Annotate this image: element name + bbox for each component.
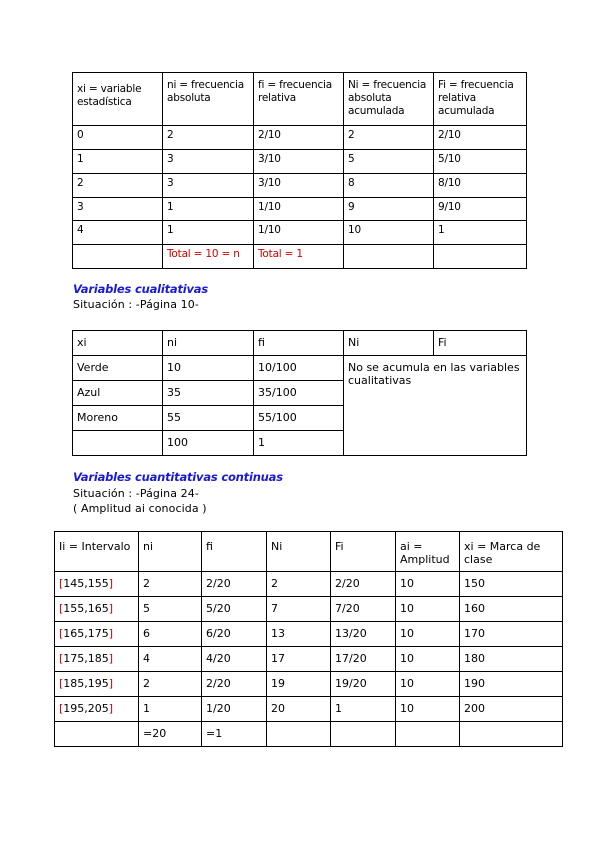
table-cell: 2 — [139, 572, 202, 597]
table-cell — [73, 245, 163, 269]
table-cell: 1/10 — [254, 198, 344, 221]
table-cell: 2/10 — [434, 126, 527, 150]
interval-cell — [55, 697, 139, 722]
table-row — [55, 572, 563, 597]
qualitative-table — [72, 330, 527, 456]
table-cell: 3 — [163, 150, 254, 174]
open-bracket: [ — [59, 577, 64, 590]
table-cell — [267, 722, 331, 747]
table-cell: 1/20 — [202, 697, 267, 722]
header-cell: fi = frecuencia relativa — [254, 73, 344, 126]
open-bracket: [ — [59, 602, 64, 615]
table-cell: 19/20 — [331, 672, 396, 697]
table-cell: 3/10 — [254, 150, 344, 174]
table-cell: 0 — [73, 126, 163, 150]
table-row — [73, 174, 527, 198]
table-cell: 9 — [344, 198, 434, 221]
table-cell: 13/20 — [331, 622, 396, 647]
table-cell: 7 — [267, 597, 331, 622]
table-cell: 13 — [267, 622, 331, 647]
interval-cell — [55, 572, 139, 597]
table-cell: 55 — [163, 406, 254, 431]
close-bracket: ] — [108, 577, 114, 590]
header-cell: Ii = Intervalo — [55, 532, 139, 572]
table-cell: 1 — [139, 697, 202, 722]
table-cell: 160 — [460, 597, 563, 622]
table-cell: 17 — [267, 647, 331, 672]
table-cell: 3/10 — [254, 174, 344, 198]
table-cell: 2/20 — [331, 572, 396, 597]
table-cell — [460, 722, 563, 747]
open-bracket: [ — [59, 652, 64, 665]
table-cell: 4 — [139, 647, 202, 672]
table-cell: 170 — [460, 622, 563, 647]
totals-row — [73, 245, 527, 269]
table-cell: 2 — [267, 572, 331, 597]
header-cell: Fi = frecuencia relativa acumulada — [434, 73, 527, 126]
table-cell — [55, 722, 139, 747]
close-bracket: ] — [108, 602, 114, 615]
table-cell: 1 — [434, 221, 527, 245]
header-cell: Ni — [267, 532, 331, 572]
table-cell: 2/20 — [202, 672, 267, 697]
header-cell: xi = Marca de clase — [460, 532, 563, 572]
table-cell: 1 — [73, 150, 163, 174]
table-cell: 1 — [254, 431, 344, 456]
situation-text: Situación : -Página 10- — [73, 298, 199, 311]
header-cell: fi — [202, 532, 267, 572]
table-cell: 6 — [139, 622, 202, 647]
interval-cell — [55, 622, 139, 647]
header-cell: xi = variable estadística — [73, 73, 163, 126]
open-bracket: [ — [59, 677, 64, 690]
table-cell: 4/20 — [202, 647, 267, 672]
table-cell: 10 — [396, 647, 460, 672]
table-header-row — [73, 331, 527, 356]
interval-value: 165,175 — [63, 627, 109, 640]
total-cell: Total = 1 — [254, 245, 344, 269]
table-header-row — [73, 73, 527, 126]
table-cell: 4 — [73, 221, 163, 245]
interval-cell — [55, 597, 139, 622]
interval-cell — [55, 672, 139, 697]
interval-cell — [55, 647, 139, 672]
table-row — [73, 150, 527, 174]
table-header-row — [55, 532, 563, 572]
table-row — [73, 356, 527, 381]
frequency-table — [72, 72, 527, 269]
table-cell: 55/100 — [254, 406, 344, 431]
table-cell: 35/100 — [254, 381, 344, 406]
total-cell: =1 — [202, 722, 267, 747]
interval-value: 155,165 — [63, 602, 109, 615]
table-row — [73, 126, 527, 150]
table-row — [55, 697, 563, 722]
header-cell: ni = frecuencia absoluta — [163, 73, 254, 126]
close-bracket: ] — [108, 652, 114, 665]
table-cell: 10 — [163, 356, 254, 381]
total-cell: =20 — [139, 722, 202, 747]
section-heading: Variables cualitativas — [73, 282, 209, 296]
table-cell: 200 — [460, 697, 563, 722]
table-cell: 19 — [267, 672, 331, 697]
table-row — [55, 672, 563, 697]
table-cell: 10 — [396, 572, 460, 597]
table-cell: Azul — [73, 381, 163, 406]
table-cell: 1 — [163, 198, 254, 221]
table-cell: 6/20 — [202, 622, 267, 647]
table-cell: 5/10 — [434, 150, 527, 174]
header-cell: Ni = frecuencia absoluta acumulada — [344, 73, 434, 126]
table-cell: 17/20 — [331, 647, 396, 672]
table-cell: 2/10 — [254, 126, 344, 150]
header-cell: Fi — [331, 532, 396, 572]
table-cell: 2 — [344, 126, 434, 150]
table-cell: Moreno — [73, 406, 163, 431]
table-cell: 2/20 — [202, 572, 267, 597]
interval-value: 145,155 — [63, 577, 109, 590]
table-row — [55, 622, 563, 647]
table-cell: Verde — [73, 356, 163, 381]
close-bracket: ] — [108, 702, 114, 715]
table-cell: 2 — [139, 672, 202, 697]
table-cell: 180 — [460, 647, 563, 672]
table-cell: 1/10 — [254, 221, 344, 245]
situation-text: Situación : -Página 24- — [73, 487, 199, 500]
table-cell: 10 — [396, 622, 460, 647]
section-heading: Variables cuantitativas continuas — [73, 470, 283, 484]
table-cell: 5 — [344, 150, 434, 174]
header-cell: Fi — [434, 331, 527, 356]
table-cell: 10 — [396, 697, 460, 722]
totals-row — [55, 722, 563, 747]
continuous-table — [54, 531, 563, 747]
table-cell — [331, 722, 396, 747]
open-bracket: [ — [59, 627, 64, 640]
table-cell — [73, 431, 163, 456]
table-cell: 3 — [73, 198, 163, 221]
table-row — [73, 221, 527, 245]
interval-value: 175,185 — [63, 652, 109, 665]
table-row — [73, 198, 527, 221]
table-cell: 10 — [396, 597, 460, 622]
table-cell: 10/100 — [254, 356, 344, 381]
table-cell: 35 — [163, 381, 254, 406]
interval-value: 185,195 — [63, 677, 109, 690]
note-cell: No se acumula en las variables cualitativas — [344, 356, 527, 456]
table-cell — [344, 245, 434, 269]
table-cell: 20 — [267, 697, 331, 722]
table-cell: 150 — [460, 572, 563, 597]
header-cell: ni — [139, 532, 202, 572]
table-cell: 100 — [163, 431, 254, 456]
table-cell: 10 — [396, 672, 460, 697]
interval-value: 195,205 — [63, 702, 109, 715]
table-cell: 5/20 — [202, 597, 267, 622]
header-cell: fi — [254, 331, 344, 356]
table-cell: 2 — [73, 174, 163, 198]
table-cell: 190 — [460, 672, 563, 697]
table-row — [55, 597, 563, 622]
table-cell: 9/10 — [434, 198, 527, 221]
open-bracket: [ — [59, 702, 64, 715]
table-row — [55, 647, 563, 672]
header-cell: Ni — [344, 331, 434, 356]
header-cell: ni — [163, 331, 254, 356]
table-cell: 5 — [139, 597, 202, 622]
table-cell: 1 — [331, 697, 396, 722]
header-cell: xi — [73, 331, 163, 356]
table-cell: 7/20 — [331, 597, 396, 622]
table-cell: 8 — [344, 174, 434, 198]
close-bracket: ] — [108, 627, 114, 640]
table-cell: 8/10 — [434, 174, 527, 198]
total-cell: Total = 10 = n — [163, 245, 254, 269]
note-text: ( Amplitud ai conocida ) — [73, 502, 207, 515]
close-bracket: ] — [108, 677, 114, 690]
table-cell: 2 — [163, 126, 254, 150]
table-cell: 10 — [344, 221, 434, 245]
table-cell — [434, 245, 527, 269]
table-cell: 1 — [163, 221, 254, 245]
header-cell: ai = Amplitud — [396, 532, 460, 572]
table-cell: 3 — [163, 174, 254, 198]
table-cell — [396, 722, 460, 747]
